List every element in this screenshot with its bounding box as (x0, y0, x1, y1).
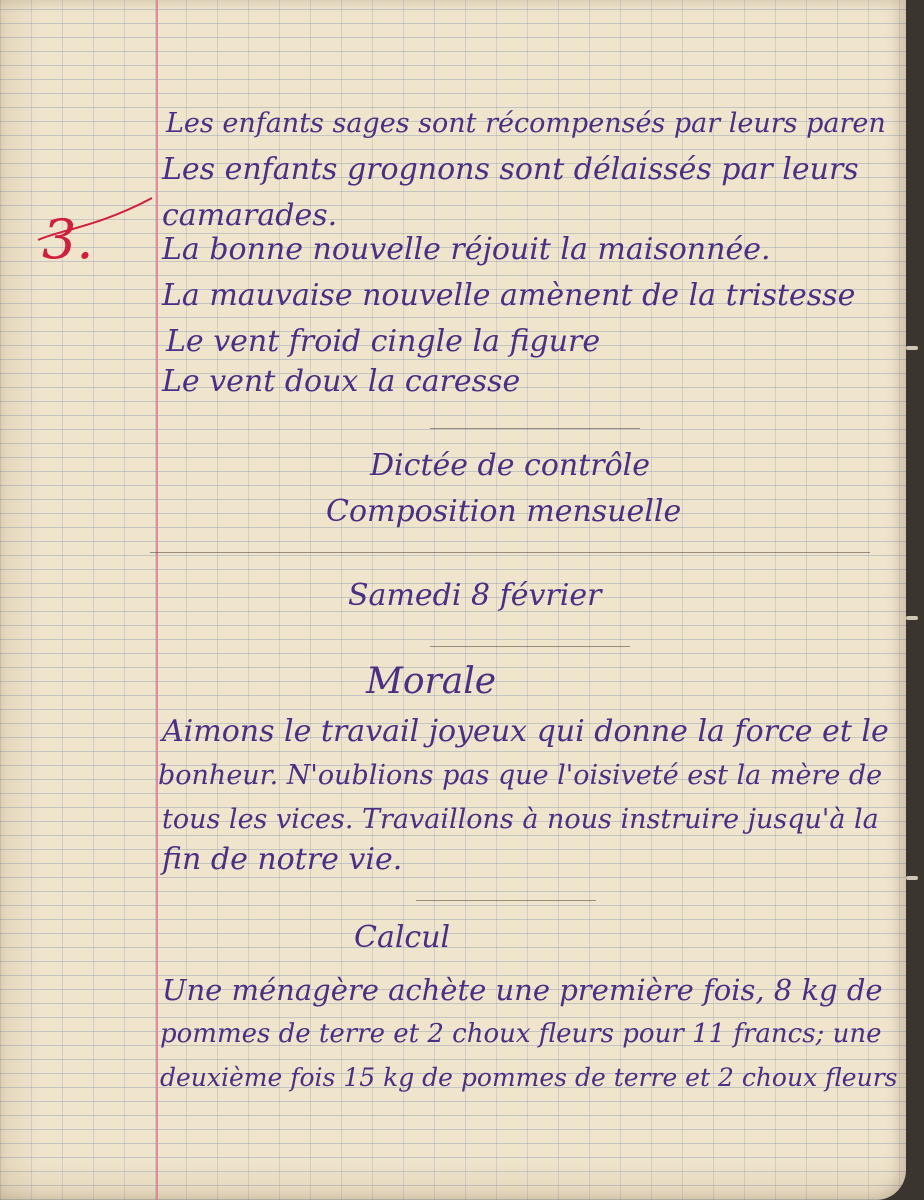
calcul-line-1: Une ménagère achète une première fois, 8 kg de (162, 973, 883, 1007)
separator-rule-1 (430, 428, 640, 429)
text-line-3: camarades. (162, 198, 338, 233)
morale-line-2: bonheur. N'oublions pas que l'oisiveté est la mère de (158, 760, 883, 791)
composition-title: Composition mensuelle (326, 494, 682, 529)
margin-line (156, 0, 158, 1200)
dictation-title: Dictée de contrôle (370, 448, 651, 483)
morale-line-1: Aimons le travail joyeux qui donne la force et le (162, 714, 889, 749)
separator-rule-3 (430, 646, 630, 647)
binding-thread-2 (906, 616, 918, 620)
text-line-6: Le vent froid cingle la figure (166, 324, 601, 359)
text-line-4: La bonne nouvelle réjouit la maisonnée. (162, 232, 771, 267)
calcul-line-2: pommes de terre et 2 choux fleurs pour 11 francs; une (160, 1019, 882, 1049)
morale-line-3: tous les vices. Travaillons à nous instruire jusqu'à la (162, 804, 879, 835)
morale-heading: Morale (366, 661, 497, 702)
text-line-1: Les enfants sages sont récompensés par leurs paren (166, 108, 886, 139)
date-heading: Samedi 8 février (348, 578, 602, 613)
calcul-heading: Calcul (354, 920, 451, 955)
text-line-7: Le vent doux la caresse (162, 364, 521, 399)
binding-thread-1 (906, 346, 918, 350)
grade-mark: 3. (42, 208, 94, 271)
text-line-2: Les enfants grognons sont délaissés par leurs (162, 152, 859, 187)
morale-line-4: fin de notre vie. (162, 842, 403, 877)
calcul-line-3: deuxième fois 15 kg de pommes de terre et 2 choux fleurs (160, 1063, 898, 1092)
separator-rule-2 (150, 552, 870, 553)
text-line-5: La mauvaise nouvelle amènent de la tristesse (162, 278, 856, 313)
binding-thread-3 (906, 876, 918, 880)
separator-rule-4 (416, 900, 596, 901)
